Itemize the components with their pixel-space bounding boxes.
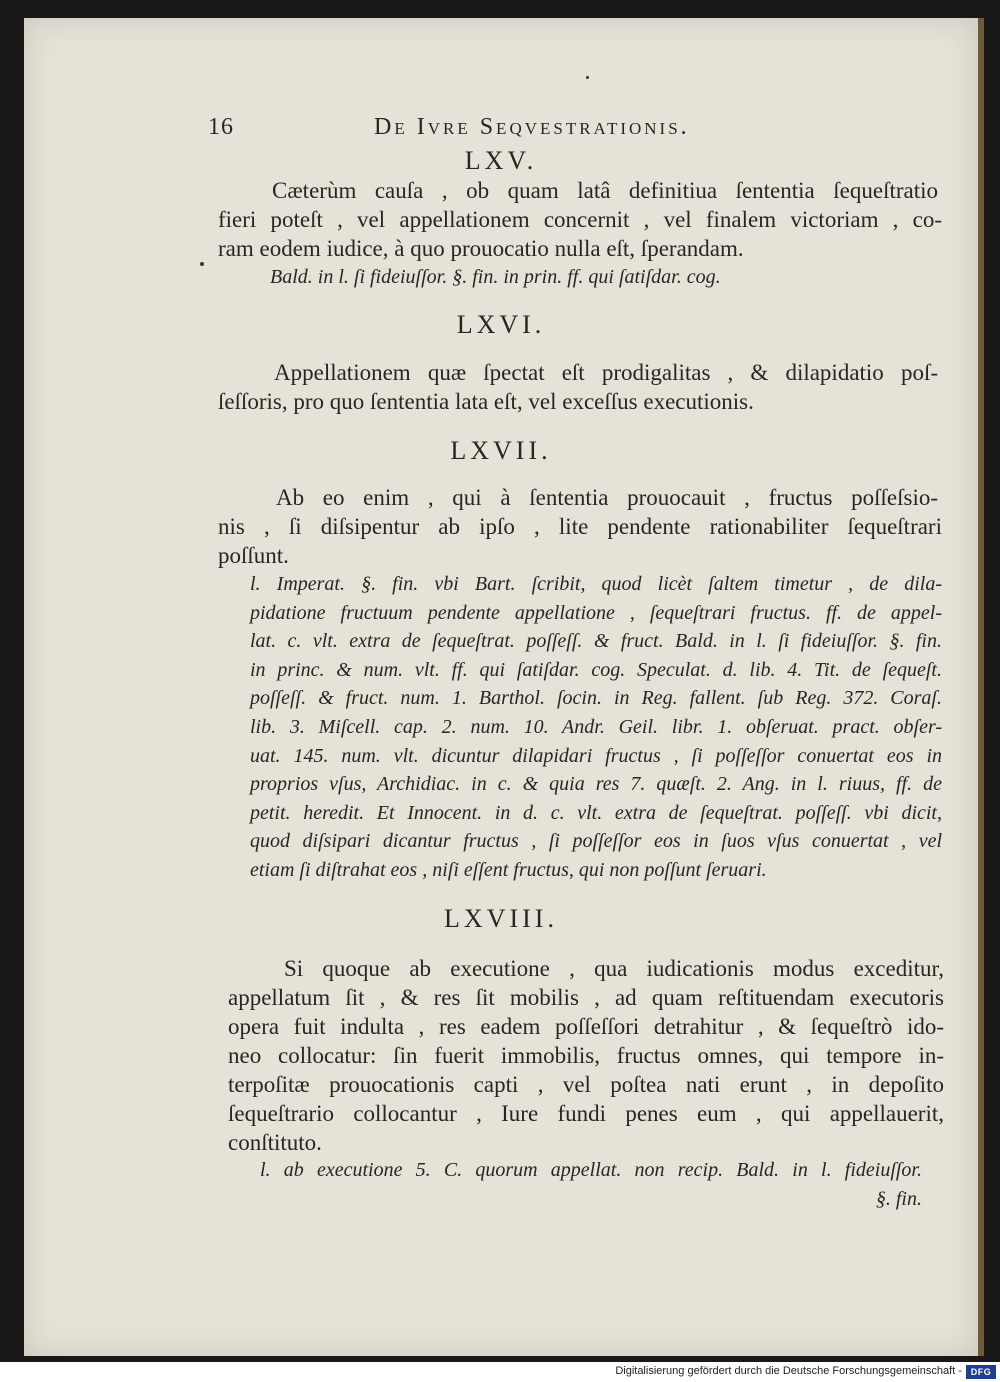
citation-line: Bald. in l. ſi fideiuſſor. §. fin. in prin. ff. qui ſatiſdar. cog. bbox=[270, 266, 721, 288]
section-text-lxvii bbox=[276, 483, 938, 512]
text-line: fieri poteſt , vel appellationem concernit , vel finalem victoriam , co- bbox=[218, 207, 942, 232]
section-heading-lxviii: LXVIII. bbox=[444, 904, 558, 933]
section-text-lxviii bbox=[284, 954, 944, 983]
ink-speck bbox=[586, 76, 589, 79]
text-line: ſeſſoris, pro quo ſententia lata eſt, vel exceſſus executionis. bbox=[218, 389, 754, 414]
citation-line: in princ. & num. vlt. ff. qui ſatiſdar. cog. Speculat. d. lib. 4. Tit. de ſequeſt. bbox=[250, 658, 942, 681]
citation-line: poſſeſſ. & fruct. num. 1. Barthol. ſocin. in Reg. fallent. ſub Reg. 372. Coraſ. bbox=[250, 687, 942, 710]
text-line: nis , ſi diſsipentur ab ipſo , lite pendente rationabiliter ſequeſtrari bbox=[218, 514, 942, 539]
text-line: ſequeſtrario collocantur , Iure fundi penes eum , qui appellauerit, bbox=[228, 1101, 944, 1126]
citation-line: quod diſsipari dicantur fructus , ſi poſſeſſor eos in ſuos vſus conuertat , vel bbox=[250, 830, 942, 853]
text-line: Appellationem quæ ſpectat eſt prodigalitas , & dilapidatio poſ- bbox=[274, 360, 938, 385]
citation-line: petit. heredit. Et Innocent. in d. c. vlt. extra de ſequeſtrat. poſſeſſ. vbi dicit, bbox=[250, 801, 942, 824]
digitization-footer bbox=[0, 1362, 1000, 1382]
citation-line: uat. 145. num. vlt. dicuntur dilapidari fructus , ſi poſſeſſor conuertat eos in bbox=[250, 744, 942, 767]
text-line: terpoſitæ prouocationis capti , vel poſtea nati erunt , in depoſito bbox=[228, 1072, 944, 1097]
section-text-lxv-cont bbox=[218, 205, 942, 263]
citation-line: proprios vſus, Archidiac. in c. & quia res 7. quæſt. 2. Ang. in l. riuus, ff. de bbox=[250, 773, 942, 796]
citation-line: l. ab executione 5. C. quorum appellat. non recip. Bald. in l. fideiuſſor. bbox=[260, 1159, 922, 1181]
ink-speck bbox=[200, 262, 204, 266]
citation-lxv bbox=[270, 263, 870, 292]
funding-credit: Digitalisierung gefördert durch die Deutsche Forschungsgemeinschaft - bbox=[615, 1365, 962, 1377]
text-line: Ab eo enim , qui à ſententia prouocauit , fructus poſſeſsio- bbox=[276, 485, 938, 510]
text-line: appellatum ſit , & res ſit mobilis , ad quam reſtituendam executoris bbox=[228, 985, 944, 1010]
text-line: conſtituto. bbox=[228, 1130, 322, 1155]
section-heading-lxvii: LXVII. bbox=[450, 436, 552, 465]
page-number: 16 bbox=[208, 114, 234, 140]
citation-line: etiam ſi diſtrahat eos , niſi eſſent fructus, qui non poſſunt ſeruari. bbox=[250, 858, 767, 881]
text-line: Cæterùm cauſa , ob quam latâ definitiua ſententia ſequeſtratio bbox=[272, 178, 938, 203]
citation-lxvii bbox=[250, 570, 942, 885]
text-line: opera fuit indulta , res eadem poſſeſſori detrahitur , & ſequeſtrò ido- bbox=[228, 1014, 944, 1039]
text-line: Si quoque ab executione , qua iudicationis modus exceditur, bbox=[284, 956, 944, 981]
page-edge bbox=[978, 18, 984, 1356]
book-page bbox=[24, 18, 978, 1356]
citation-line: lib. 3. Miſcell. cap. 2. num. 10. Andr. Geil. libr. 1. obſeruat. pract. obſer- bbox=[250, 715, 942, 738]
text-line: neo collocatur: ſin fuerit immobilis, fructus omnes, qui tempore in- bbox=[228, 1043, 944, 1068]
citation-line: lat. c. vlt. extra de ſequeſtrat. poſſeſſ. & fruct. Bald. in l. ſi fideiuſſor. §. fin. bbox=[250, 630, 942, 653]
citation-line: §. fin. bbox=[875, 1187, 922, 1210]
dfg-logo: DFG bbox=[966, 1365, 996, 1379]
citation-lxviii bbox=[260, 1156, 922, 1213]
section-text-lxvii-cont bbox=[218, 512, 942, 570]
citation-line: l. Imperat. §. fin. vbi Bart. ſcribit, quod licèt ſaltem timetur , de dila- bbox=[250, 573, 942, 595]
section-text-lxviii-cont bbox=[228, 983, 944, 1157]
running-title: De Ivre Seqvestrationis. bbox=[374, 114, 690, 140]
section-text-lxvi-cont bbox=[218, 387, 942, 416]
citation-line: pidatione fructuum pendente appellatione , ſequeſtrari fructus. ff. de appel- bbox=[250, 601, 942, 624]
section-text-lxvi bbox=[274, 358, 938, 387]
section-heading-lxv: LXV. bbox=[464, 146, 538, 175]
text-line: poſſunt. bbox=[218, 543, 289, 568]
section-text-lxv bbox=[272, 176, 938, 205]
section-heading-lxvi: LXVI. bbox=[456, 310, 546, 339]
running-header bbox=[24, 114, 978, 144]
text-line: ram eodem iudice, à quo prouocatio nulla eſt, ſperandam. bbox=[218, 236, 744, 261]
